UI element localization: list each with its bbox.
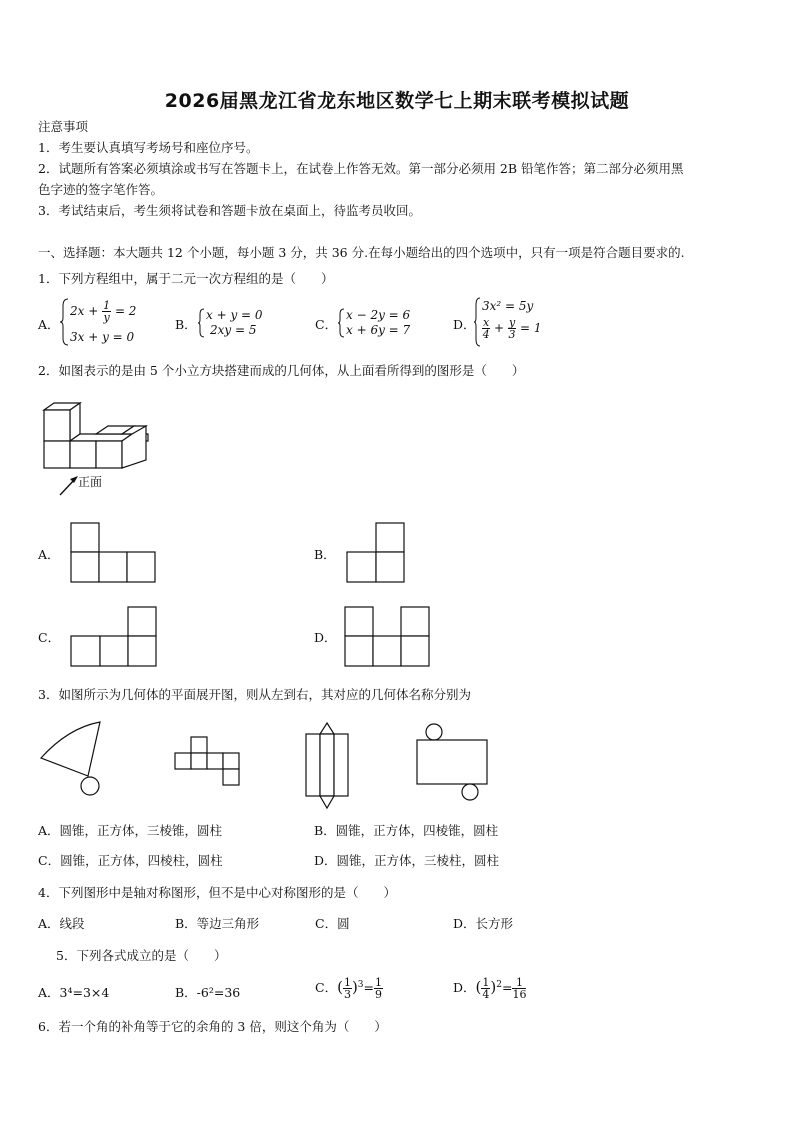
q4-stem: 4．下列图形中是轴对称图形，但不是中心对称图形的是（ ）	[38, 885, 396, 900]
notice-heading: 注意事项	[38, 119, 89, 134]
q2-label-c: C．	[38, 630, 61, 645]
q5-option-a: A．3⁴=3×4	[38, 985, 110, 1000]
front-label: 正面	[78, 475, 103, 489]
q5c-eq: =	[363, 980, 375, 996]
q6-stem: 6．若一个角的补角等于它的余角的 3 倍，则这个角为（ ）	[38, 1019, 387, 1034]
q4-option-b: B．等边三角形	[175, 916, 260, 931]
q1d-d1: 4	[482, 328, 490, 341]
q3-cylinder-net	[414, 722, 494, 804]
q1a-den: y	[103, 311, 110, 324]
q4-option-c: C．圆	[315, 916, 350, 931]
q5d-label: D．	[453, 980, 476, 996]
q3-option-d: D．圆锥，正方体，三棱柱，圆柱	[314, 853, 500, 868]
q2-option-a-figure	[70, 522, 156, 584]
q1c-l2: x + 6y = 7	[346, 323, 411, 337]
q5d-eq: =	[501, 980, 513, 996]
q1-label-b: B．	[175, 317, 197, 332]
q1d-eq: = 1	[519, 321, 542, 335]
q2-option-b-figure	[346, 522, 408, 584]
brace-icon	[338, 308, 346, 338]
q2-label-a: A．	[38, 547, 60, 562]
q2-option-d-figure	[344, 606, 430, 668]
q5-option-b: B．-6²=36	[175, 985, 241, 1000]
brace-icon	[474, 297, 482, 347]
q2-label-b: B．	[314, 547, 336, 562]
q5-stem: 5．下列各式成立的是（ ）	[56, 948, 227, 963]
q2-stem: 2．如图表示的是由 5 个小立方块搭建而成的几何体，从上面看所得到的图形是（ ）	[38, 363, 525, 378]
q1-label-a: A．	[38, 317, 60, 332]
q5c-rd: 9	[375, 988, 383, 1002]
q5-option-c: C．( $\frac{1}{3}$ )$^3$= $\frac{1}{9}$	[315, 976, 383, 1002]
q5d-rn: 1	[512, 977, 526, 989]
q1d-n2: y	[508, 316, 516, 329]
notice-item-1: 1．考生要认真填写考场号和座位序号。	[38, 140, 259, 155]
section-heading: 一、选择题：本大题共 12 个小题，每小题 3 分，共 36 分.在每小题给出的四个选项中，只有一项是符合题目要求的.	[38, 245, 685, 260]
notice-item-2-cont: 色字迹的签字笔作答。	[38, 182, 164, 197]
q5d-rd: 16	[512, 988, 527, 1002]
q4-option-a: A．线段	[38, 916, 85, 931]
q1d-d2: 3	[508, 328, 516, 341]
q5c-label: C．	[315, 980, 338, 996]
q5d-pn: 1	[482, 976, 490, 990]
q4-option-d: D．长方形	[453, 916, 514, 931]
q3-prism-net	[304, 722, 354, 810]
q5d-exp: 2	[496, 980, 502, 990]
q1a-l2: 3x + y = 0	[70, 330, 135, 344]
q1-stem: 1．下列方程组中，属于二元一次方程组的是（ ）	[38, 271, 334, 286]
q1d-l1: 3x² = 5y	[482, 299, 534, 313]
q1-label-c: C．	[315, 317, 338, 332]
q3-cube-net	[174, 736, 246, 788]
q1a-l1b: = 2	[114, 304, 137, 318]
q1d-n1: x	[483, 316, 490, 329]
brace-icon	[60, 298, 70, 346]
q1b-l1: x + y = 0	[206, 308, 263, 322]
page-title: 2026届黑龙江省龙东地区数学七上期末联考模拟试题	[164, 90, 630, 112]
q5c-exp: 3	[357, 980, 364, 990]
q1-label-d: D．	[453, 317, 476, 332]
q5c-pd: 3	[343, 988, 351, 1002]
q2-option-c-figure	[70, 606, 158, 668]
notice-item-2: 2．试题所有答案必须填涂或书写在答题卡上，在试卷上作答无效。第一部分必须用 2B 铅笔作答；第二部分必须用黑	[38, 161, 684, 176]
q3-option-a: A．圆锥，正方体，三棱锥，圆柱	[38, 823, 223, 838]
notice-item-3: 3．考试结束后，考生须将试卷和答题卡放在桌面上，待监考员收回。	[38, 203, 421, 218]
q5c-pn: 1	[343, 976, 351, 990]
q3-option-b: B．圆锥，正方体，四棱锥，圆柱	[314, 823, 499, 838]
q5d-pd: 4	[482, 988, 490, 1002]
q1b-l2: 2xy = 5	[210, 323, 257, 337]
q1d-plus: +	[494, 321, 505, 335]
q1a-l1a: 2x +	[70, 304, 99, 318]
q5-option-d: D．( $\frac{1}{4}$ )$^2$= $\frac{1}{16}$	[453, 976, 527, 1002]
q1a-num: 1	[103, 299, 111, 312]
q3-stem: 3．如图所示为几何体的平面展开图，则从左到右，其对应的几何体名称分别为	[38, 687, 471, 702]
q3-option-c: C．圆锥，正方体，四棱柱，圆柱	[38, 853, 223, 868]
q3-cone-net	[38, 718, 118, 800]
q1c-l1: x − 2y = 6	[346, 308, 411, 322]
q2-label-d: D．	[314, 630, 337, 645]
brace-icon	[198, 308, 206, 338]
q5c-rn: 1	[375, 976, 383, 990]
